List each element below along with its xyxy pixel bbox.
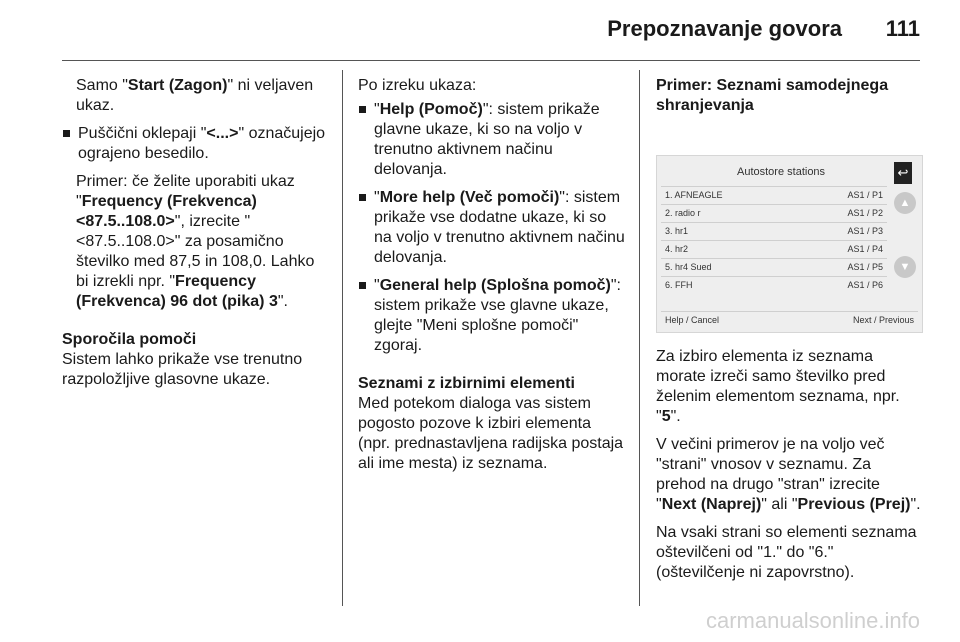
bullet-square-icon [359, 194, 366, 201]
column-divider-1 [342, 70, 343, 606]
bullet-item: "General help (Splošna pomoč)": sistem prikaže vse glavne ukaze, glejte "Meni splošne pomoči" zgoraj. [358, 276, 626, 356]
section-heading: Sporočila pomoči [62, 331, 197, 348]
column-3-lower [656, 347, 924, 591]
paragraph: Po izreku ukaza: [358, 77, 477, 94]
column-2 [358, 76, 626, 482]
list-item: 6. FFH AS1 / P6 [661, 276, 887, 294]
bullet-square-icon [63, 130, 70, 137]
list-item: 5. hr4 Sued AS1 / P5 [661, 258, 887, 276]
paragraph: Za izbiro elementa iz seznama morate izreči samo številko pred želenim elementom seznama, npr. "5". [656, 348, 900, 425]
example-paragraph: Primer: če želite uporabiti ukaz "Frequency (Frekvenca) <87.5..108.0>", izrecite "<87.5..108.0>" za posamično številko med 87,5 in 108,0. Lahko bi izrekli npr. "Frequency (Frekvenca) 96 dot (pika) 3". [76, 173, 315, 310]
autostore-screen-image [656, 155, 923, 333]
back-icon: ↩ [894, 162, 912, 184]
section-heading: Seznami z izbirnimi elementi [358, 375, 575, 392]
section-heading: Primer: Seznami samodejnega shranjevanja [656, 77, 889, 114]
paragraph: V večini primerov je na voljo več "strani" vnosov v seznamu. Za prehod na drugo "stran" izrecite "Next (Naprej)" ali "Previous (Prej)". [656, 436, 921, 513]
paragraph: Na vsaki strani so elementi seznama oštevilčeni od "1." do "6." (oštevilčenje ni zapovrstno). [656, 524, 917, 581]
column-divider-2 [639, 70, 640, 606]
page-header-title: Prepoznavanje govora [607, 16, 842, 41]
column-1 [62, 76, 328, 398]
list-item: 2. radio r AS1 / P2 [661, 204, 887, 222]
list-item: 4. hr2 AS1 / P4 [661, 240, 887, 258]
paragraph: Med potekom dialoga vas sistem pogosto pozove k izbiri elementa (npr. prednastavljena radijska postaja ali ime mesta) iz seznama. [358, 395, 624, 472]
scroll-up-icon: ▲ [894, 192, 916, 214]
paragraph: Samo "Start (Zagon)" ni veljaven ukaz. [76, 77, 314, 114]
bullet-square-icon [359, 106, 366, 113]
list-item: 3. hr1 AS1 / P3 [661, 222, 887, 240]
bullet-item: Puščični oklepaji "<...>" označujejo ograjeno besedilo. [62, 124, 328, 164]
column-3 [656, 76, 924, 124]
watermark: carmanualsonline.info [705, 608, 920, 633]
paragraph: Sistem lahko prikaže vse trenutno razpoložljive glasovne ukaze. [62, 351, 303, 388]
list-item: 1. AFNEAGLE AS1 / P1 [661, 186, 887, 204]
scroll-down-icon: ▼ [894, 256, 916, 278]
bullet-square-icon [359, 282, 366, 289]
page-number: 111 [885, 16, 920, 41]
screen-title: Autostore stations [737, 166, 826, 178]
bullet-item: "Help (Pomoč)": sistem prikaže glavne ukaze, ki so na voljo v trenutno aktivnem načinu delovanja. [358, 100, 626, 180]
header-divider [62, 60, 920, 61]
station-list [661, 186, 887, 294]
screen-footer: Help / Cancel Next / Previous [661, 311, 918, 328]
bullet-item: "More help (Več pomoči)": sistem prikaže vse dodatne ukaze, ki so na voljo v trenutno aktivnem načinu delovanja. [358, 188, 626, 268]
